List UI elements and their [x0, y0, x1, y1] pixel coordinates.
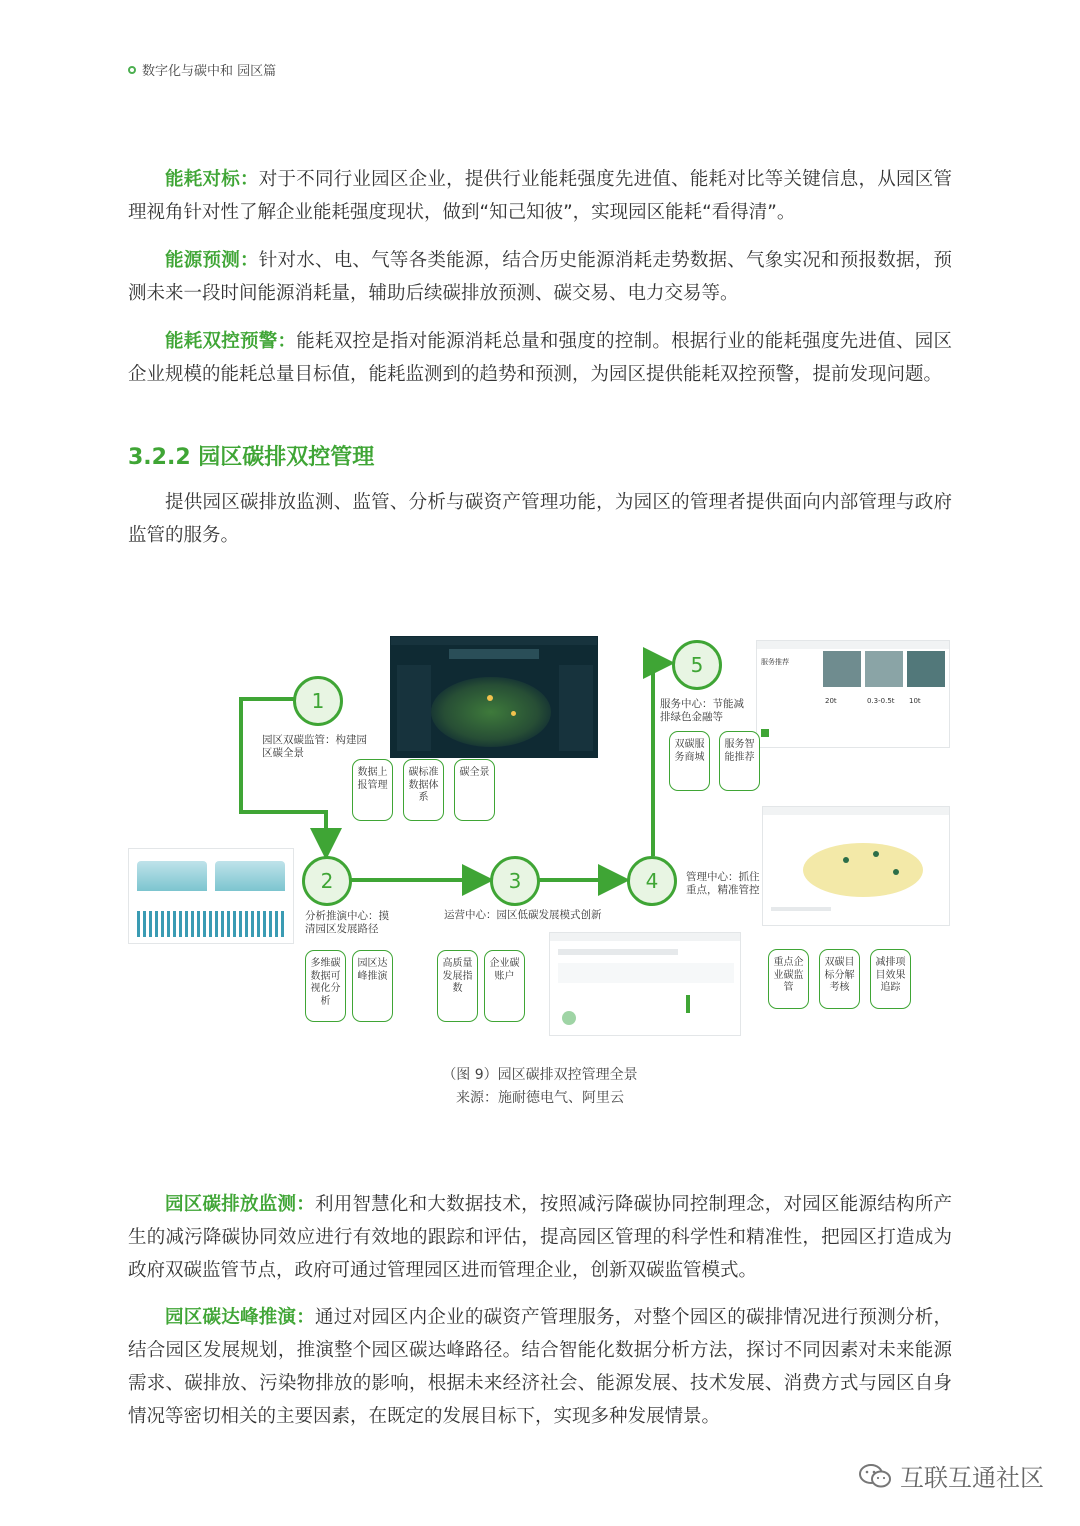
dashboard-screenshot-dark [390, 636, 598, 758]
service-center-screenshot [756, 640, 950, 748]
service-value-3: 10t [909, 697, 921, 705]
step-1-box: 数据上报管理 [352, 759, 393, 821]
step-1-circle: 1 [293, 676, 343, 726]
step-5-box: 服务智能推荐 [719, 731, 760, 791]
charts-screenshot [128, 848, 294, 944]
figure-source: 来源：施耐德电气、阿里云 [456, 1090, 624, 1106]
step-3-circle: 3 [490, 856, 540, 906]
step-5-label: 服务中心：节能减排绿色金融等 [660, 698, 744, 723]
arrow-4-to-5 [653, 663, 667, 856]
operation-center-screenshot [549, 932, 741, 1036]
service-value-2: 0.3-0.5t [867, 697, 895, 705]
step-3-box: 高质量发展指数 [437, 950, 478, 1022]
step-4-label: 管理中心：抓住重点，精准管控 [686, 871, 760, 896]
paragraph-text: 能耗双控是指对能源消耗总量和强度的控制。根据行业的能耗强度先进值、园区企业规模的能耗总量目标值，能耗监测到的趋势和预测，为园区提供能耗双控预警，提前发现问题。 [128, 331, 952, 385]
watermark [858, 1458, 1044, 1493]
step-3-box: 企业碳账户 [484, 950, 525, 1022]
step-1-box: 碳全景 [454, 759, 495, 821]
paragraph-text: 对于不同行业园区企业，提供行业能耗强度先进值、能耗对比等关键信息，从园区管理视角针对性了解企业能耗强度现状，做到“知己知彼”，实现园区能耗“看得清”。 [128, 169, 952, 223]
section-heading: 3.2.2 园区碳排双控管理 [128, 445, 375, 470]
keyword: 能耗对标： [165, 169, 259, 190]
keyword: 能耗双控预警： [165, 331, 297, 352]
service-value-1: 20t [825, 697, 837, 705]
step-5-box: 双碳服务商城 [669, 731, 710, 791]
keyword: 园区碳达峰推演： [165, 1307, 315, 1328]
management-map-screenshot [762, 806, 950, 926]
wechat-icon [858, 1463, 892, 1489]
section-intro: 提供园区碳排放监测、监管、分析与碳资产管理功能，为园区的管理者提供面向内部管理与政府监管的服务。 [128, 492, 952, 546]
header-text: 数字化与碳中和 园区篇 [142, 64, 277, 79]
keyword: 能源预测： [165, 250, 259, 271]
step-2-box: 多维碳数据可视化分析 [305, 950, 346, 1022]
paragraph-carbon-peak [128, 1301, 952, 1433]
figure-caption: （图 9）园区碳排双控管理全景 [442, 1067, 638, 1083]
step-3-label: 运营中心：园区低碳发展模式创新 [444, 909, 602, 921]
paragraph-text: 通过对园区内企业的碳资产管理服务，对整个园区的碳排情况进行预测分析，结合园区发展规划，推演整个园区碳达峰路径。结合智能化数据分析方法，探讨不同因素对未来能源需求、碳排放、污染物排放的影响，根据未来经济社会、能源发展、技术发展、消费方式与园区自身情况等密切相关的主要因素，在既定的发展目标下，实现多种发展情景。 [128, 1307, 952, 1427]
step-4-box: 重点企业碳监管 [768, 949, 809, 1009]
watermark-text: 互联互通社区 [900, 1464, 1044, 1492]
service-screenshot-title: 服务推荐 [761, 658, 789, 666]
paragraph-carbon-monitoring [128, 1188, 952, 1287]
step-2-box: 园区达峰推演 [352, 950, 393, 1022]
step-4-box: 双碳目标分解考核 [819, 949, 860, 1009]
step-2-circle: 2 [302, 856, 352, 906]
step-1-label: 园区双碳监管：构建园区碳全景 [262, 734, 367, 759]
step-1-box: 碳标准数据体系 [403, 759, 444, 821]
step-2-label: 分析推演中心：摸清园区发展路径 [305, 910, 389, 935]
step-4-circle: 4 [627, 856, 677, 906]
keyword: 园区碳排放监测： [165, 1194, 315, 1215]
paragraph-text: 针对水、电、气等各类能源，结合历史能源消耗走势数据、气象实况和预报数据，预测未来一段时间能源消耗量，辅助后续碳排放预测、碳交易、电力交易等。 [128, 250, 952, 304]
step-4-box: 减排项目效果追踪 [870, 949, 911, 1009]
paragraph-text: 利用智慧化和大数据技术，按照减污降碳协同控制理念，对园区能源结构所产生的减污降碳协同效应进行有效地的跟踪和评估，提高园区管理的科学性和精准性，把园区打造成为政府双碳监管节点，政府可通过管理园区进而管理企业，创新双碳监管模式。 [128, 1194, 952, 1281]
step-5-circle: 5 [672, 640, 722, 690]
